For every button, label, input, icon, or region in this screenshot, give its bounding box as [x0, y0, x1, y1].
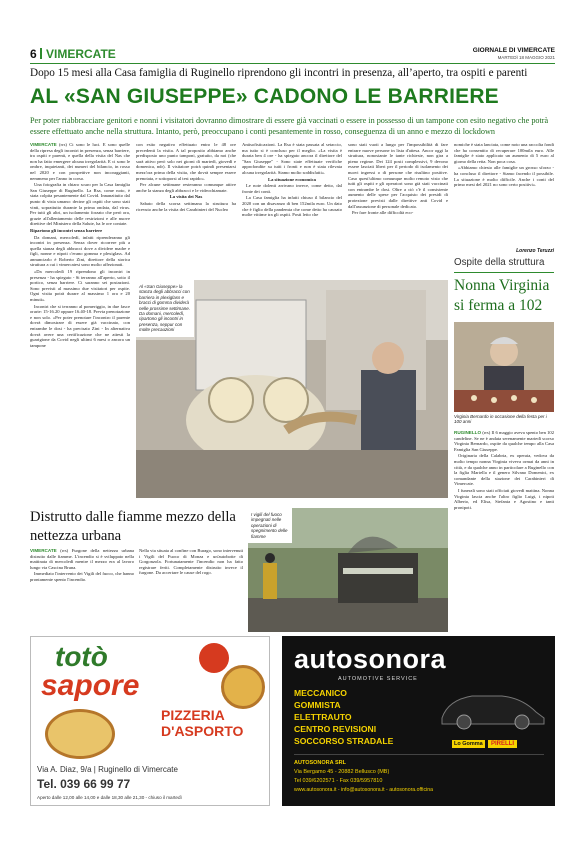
- main-deck: Per poter riabbracciare genitori e nonni i visitatori dovranno dimostrare di essere già vaccinati o essere in possesso di un tampone con esito negativo che potrà essere effettuato anche nella struttura. Intanto, però, preoccupano i conti pesantemente in rosso, conseguenza di un anno e mezzo di lockdown: [30, 116, 549, 136]
- logo-pirelli: PIRELLI: [488, 740, 517, 748]
- sidebar-headline: Nonna Virginia si ferma a 102: [454, 277, 550, 314]
- fire-lead-word: VIMERCATE: [30, 548, 57, 553]
- main-col4-p1: sono stati vuoti a lungo per l'impossibilità di fare entrare nuove persone in lista d'attesa. Ancor oggi la struttura, nonostante le tante richieste, non gira a pieno regime. Dei 124 posti complessivi, 9 devono essere lasciati liberi per il periodo di isolamento dei nuovi ingressi o di persone che risultino positive. Caso quest'ultimo comunque molto remoto visto che tutti gli ospiti e gli operatori sono già stati vaccinati con entrambe le dosi. Oltre a ciò c'è il consistente aumento delle spese per l'acquisto dei presidi di protezione previsti dalle direttive anti Covid e dall'assunzione di personale dedicato.: [348, 142, 448, 209]
- main-col2-subhead: La visita dei Nas: [169, 194, 203, 200]
- main-col3-p3: La Casa famiglia ha infatti chiuso il bilancio del 2020 con un disavanzo di ben 152mila euro. Un dato che è figlio della pandemia che come detto ha causato molte vittime tra gli ospiti. Posti letto che: [242, 195, 342, 218]
- issue-date: MARTEDÌ 18 MAGGIO 2021: [497, 55, 555, 60]
- car-icon: [438, 684, 548, 730]
- autosonora-service-1: MECCANICO: [294, 688, 347, 698]
- page-number: 6: [30, 47, 37, 61]
- fire-photo-caption: I vigili del fuoco impegnati nelle operazioni di spegnimento delle fiamme: [248, 508, 292, 543]
- sidebar-photo-illustration: [454, 322, 554, 412]
- autosonora-service-2: GOMMISTA: [294, 700, 341, 710]
- fire-headline: Distrutto dalle fiamme mezzo della nettezza urbana: [30, 509, 236, 544]
- autosonora-service-4: CENTRO REVISIONI: [294, 724, 377, 734]
- fire-photo: [248, 508, 448, 632]
- main-col-4: [348, 142, 448, 278]
- autosonora-phones: Tel 039/6202571 - Fax 039/5957810: [294, 778, 383, 784]
- page-header: [30, 47, 555, 61]
- main-photo: [136, 280, 448, 498]
- fire-p1: (rrs) Furgone della nettezza urbana distrutto dalle fiamme. L'incendio si è sviluppato nella mattinata di mercoledì mentre il mezzo era al lavoro lungo via Cascina Bruna.: [30, 548, 134, 570]
- autosonora-service-3: ELETTRAUTO: [294, 712, 352, 722]
- toto-brand-line2: sapore: [41, 669, 140, 702]
- main-col1-p2: Una fotografia in chiaro scuro per la Casa famiglia San Giuseppe di Ruginello. La Rsa, come noto, è stata colpita pesantemente dal Covid. Innanzitutto dal punto di vista umano: decine gli ospiti che sono stati vinti, soprattutto durante la prima ondata, dal virus. Per tutti gli altri, un isolamento forzato che però ora, grazie all'allentamento delle restrizioni e alle nuove direttive del Ministero della Salute, ha le ore contate.: [30, 182, 130, 227]
- main-col2-p2: Per alcune settimane resteranno comunque attive anche la stanza degli abbracci e le videochiamate.: [136, 182, 236, 193]
- fire-col-1: [30, 548, 134, 632]
- tomato-icon: [199, 643, 229, 673]
- section-name: VIMERCATE: [46, 47, 116, 61]
- main-author: Lorenzo Teruzzi: [516, 248, 554, 254]
- main-col-2: [136, 142, 236, 278]
- sidebar-lead-word: RUGINELLO: [454, 430, 482, 435]
- sidebar-photo: [454, 322, 554, 412]
- main-col-5: [454, 142, 554, 246]
- main-col1-p5: Incontri che si terranno al pomeriggio, in due fasce orarie: 15-16.20 oppure 16.40-18. Previa prenotazione e non solo. «Per poter prenotare l'incontro il parente dovrà dimostrare di essere già vaccinato, con entrambe le dosi - ha precisato Zini - In alternativa dovrà avere una certificazione che ne attesti la guarigione da Covid negli ultimi 6 mesi o ancora un tampone: [30, 303, 130, 348]
- toto-phone: Tel. 039 66 99 77: [37, 777, 131, 791]
- sidebar-photo-caption: Virginia Bernardo in occasione della festa per i 100 anni: [454, 414, 547, 425]
- header-rule: [30, 63, 555, 64]
- sidebar-body: [454, 430, 554, 630]
- main-col1-subhead: Ripartono gli incontri senza barriere: [30, 227, 103, 233]
- main-col2-p3: Sabato della scorsa settimana la struttura ha ricevuto anche la visita dei Carabinieri del Nucleo: [136, 200, 236, 212]
- toto-pizzeria-line2: D'ASPORTO: [161, 723, 244, 739]
- autosonora-divider: [294, 754, 544, 755]
- main-col5-p2: «Abbiamo chiesto alle famiglie un grosso sforzo - ha concluso il direttore - Siamo facendo il possibile. La situazione è molto difficile. Anche i conti del primo mesi del 2021 no sono certo positivi».: [454, 165, 554, 188]
- sidebar-rule: [454, 272, 554, 273]
- toto-address: Via A. Diaz, 9/a | Ruginello di Vimercate: [37, 765, 178, 774]
- toto-hours: Aperto dalle 12,00 alle 14,00 e dalle 18,30 alle 21,30 - chiuso il martedì: [37, 795, 182, 800]
- paper-name: GIORNALE DI VIMERCATE: [472, 47, 555, 54]
- toto-pizzeria-line1: PIZZERIA: [161, 707, 225, 723]
- main-col5-p1: nomiche è stata lanciata, come noto una raccolta fondi che ha consentito di recuperare 100mila euro. Alle famiglie è stato applicato un aumento di 5 euro al giorno della retta. Non poca cosa.: [454, 142, 554, 164]
- main-col4-p2: Per fare fronte alle difficoltà eco-: [352, 210, 414, 216]
- main-kicker: Dopo 15 mesi alla Casa famiglia di Ruginello riprendono gli incontri in presenza, all’aperto, tra ospiti e parenti: [30, 67, 528, 79]
- main-col2-p1: con esito negativo effettuato entro le 48 ore precedenti la visita. A tal proposito abbiamo anche predisposto uno punto tamponi, gratuito, da noi (che sarà attivo però solo nei giorni di martedì, giovedì e domenica, ndr). Il visitatore potrà quindi presentarsi mezz'ora prima della visita, che dovrà sempre essere prenotata, e sottoporsi al test rapido».: [136, 142, 236, 181]
- pizza-slice-icon: [45, 709, 115, 759]
- sidebar-p1: (rrs) Il 6 maggio aveva spento ben 102 candeline. Se ne è andata serenamente martedì scorso Virginia Bernardo, ospite da qualche tempo alla Casa Famiglia San Giuseppe.: [454, 430, 554, 452]
- main-col3-p2: Le note dolenti arrivano invece, come detto, dal fronte dei conti.: [242, 183, 342, 194]
- ad-autosonora: [282, 636, 555, 806]
- main-col3-subhead: La situazione economica: [268, 176, 316, 182]
- main-col3-p1: Antisofisticazioni. La Rsa è stata passata al setaccio, ma tutto si è concluso per il meglio. «La visita è durata ben 4 ore - ha spiegato ancora il direttore del "San Giuseppe" - Sono state effettuate verifiche approfondite su tutti i fronti e non è stata rilevata alcuna irregolarità. Siamo molto soddisfatti».: [242, 142, 342, 175]
- autosonora-service-5: SOCCORSO STRADALE: [294, 736, 394, 746]
- logo-lo-gomma: Lo Gomma: [454, 741, 483, 747]
- main-col1-p1: (rrs) Ci sono le luci. E sono quelle della ripresa degli incontri in presenza, senza barriere, tra ospiti e parenti, e quella della visita del Nas che non ha fatto emergere alcuna irregolarità. E ci sono le ombre, inquietanti, dei numeri del bilancio, in rosso nel 2020 e con prospettive non incoraggianti, nemmeno per l'anno in corso.: [30, 142, 130, 181]
- fire-p2: Immediato l'intervento dei Vigili del fuoco, che hanno prontamente spento l'incendio.: [30, 571, 134, 582]
- main-photo-caption: Al «San Giuseppe» la stanza degli abbracci con barriera in plexiglass e bracci di gomma dividerà nelle prossime settimane. Da domani, mercoledì, ripartono gli incontri in presenza, seppur con molte precauzioni: [136, 280, 194, 337]
- toto-brand-line1: totò: [55, 641, 108, 672]
- pizza-icon: [221, 665, 265, 709]
- fire-col-2: [139, 548, 243, 632]
- autosonora-company: AUTOSONORA SRL: [294, 760, 346, 766]
- main-lead-word: VIMERCATE: [30, 142, 57, 147]
- main-col-3: [242, 142, 342, 278]
- header-divider: [40, 48, 42, 59]
- main-col1-p3: Da domani, mercoledì, infatti riprenderanno gli incontri in presenza. Senza dover ricorrere più a quella stanza degli abbracci dove a dividere madre e figli, nonne e nipoti c'erano gomma e plexiglass. Ad annunciarlo è Roberto Zini, direttore della storica struttura a cui i vimercatesi sono molto affezionati.: [30, 234, 130, 268]
- main-headline: AL «SAN GIUSEPPE» CADONO LE BARRIERE: [30, 85, 499, 108]
- main-col1-p4: «Da mercoledì 19 riprendono gli incontri in presenza - ha spiegato - Si terranno all'aperto, sotto il portico, senza barriere. Ci saranno sei postazioni. Sono previsti al massimo due visitatori per ospite. Ogni visita potrà durare al massimo 1 ora e 20 minuti».: [30, 269, 130, 303]
- autosonora-brand: autosonora: [294, 644, 447, 674]
- ad-toto-sapore: [30, 636, 270, 806]
- autosonora-tagline: AUTOMOTIVE SERVICE: [338, 676, 418, 682]
- fire-p3: Nella via situata al confine con Burago, sono intervenuti i Vigili del Fuoco di Monza e un'autobotte di Gorgonzola. Fortunatamente l'incendio non ha fatto registrare feriti. Completamente distrutto invece il furgone. Da accertare le cause del rogo.: [139, 548, 243, 576]
- autosonora-street: Via Bergamo 45 - 20882 Bellusco (MB): [294, 769, 390, 775]
- main-col-1: [30, 142, 130, 498]
- autosonora-web: www.autosonora.it - info@autosonora.it - autosonora.officina: [294, 787, 433, 793]
- sidebar-p2: Originaria della Calabria, ex operaia, vedova da molto tempo nonna Virginia viveva ormai da anni in città, e da qualche anno in particolare a Ruginello con la figlia Mariella e il genero Silvano Domenici, ex comandante della stazione dei Carabinieri di Vimercate.: [454, 453, 554, 487]
- sidebar-p3: I funerali sono stati officiati giovedì mattina. Nonna Virginia lascia anche l'altro figlio Luigi, i nipoti Alberto, ed Elisa, Stefania e Agostino e tanti pronipoti.: [454, 487, 554, 510]
- sidebar-kicker: Ospite della struttura: [454, 257, 545, 268]
